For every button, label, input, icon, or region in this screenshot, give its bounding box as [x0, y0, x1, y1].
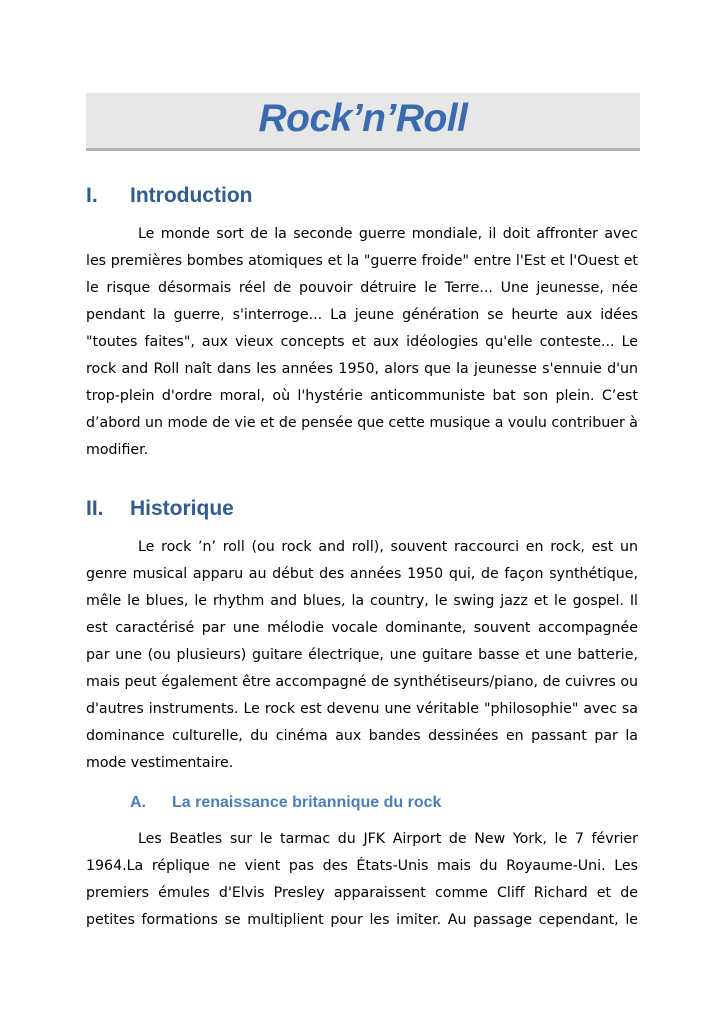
- document-title: Rock’n’Roll: [258, 97, 468, 140]
- section-heading-introduction: [86, 184, 252, 208]
- subsection-title: La renaissance britannique du rock: [172, 794, 442, 811]
- paragraph-historique: Le rock ’n’ roll (ou rock and roll), souvent raccourci en rock, est un genre musical apparu au début des années 1950 qui, de façon synthétique, mêle le blues, le rhythm and blues, la country, le swing jazz et le gospel. Il est caractérisé par une mélodie vocale dominante, souvent accompagnée par une (ou plusieurs) guitare électrique, une guitare basse et une batterie, mais peut également être accompagné de synthétiseurs/piano, de cuivres ou d'autres instruments. Le rock est devenu une véritable "philosophie" avec sa dominance culturelle, du cinéma aux bandes dessinées en passant par la mode vestimentaire.: [86, 539, 638, 771]
- section-number: II.: [86, 497, 104, 520]
- section-number: I.: [86, 184, 98, 207]
- section-title: Historique: [130, 497, 234, 520]
- section-title: Introduction: [130, 184, 253, 207]
- paragraph-introduction: Le monde sort de la seconde guerre mondiale, il doit affronter avec les premières bombes atomiques et la "guerre froide" entre l'Est et l'Ouest et le risque désormais réel de pouvoir détruire le Terre... Une jeunesse, née pendant la guerre, s'interroge... La jeune génération se heurte aux idées "toutes faites", aux vieux concepts et aux idéologies qu'elle conteste... Le rock and Roll naît dans les années 1950, alors que la jeunesse s'ennuie d'un trop-plein d'ordre moral, où l'hystérie anticommuniste bat son plein. C’est d’abord un mode de vie et de pensée que cette musique a voulu contribuer à modifier.: [86, 226, 638, 458]
- subsection-heading: [130, 794, 441, 812]
- title-box: [86, 93, 640, 151]
- paragraph-renaissance: Les Beatles sur le tarmac du JFK Airport de New York, le 7 février 1964.La réplique ne vient pas des États-Unis mais du Royaume-Uni. Les premiers émules d'Elvis Presley apparaissent comme Cliff Richard et de petites formations se multiplient pour les imiter. Au passage cependant, le: [86, 831, 638, 928]
- section-heading-historique: [86, 497, 234, 521]
- subsection-number: A.: [130, 794, 146, 811]
